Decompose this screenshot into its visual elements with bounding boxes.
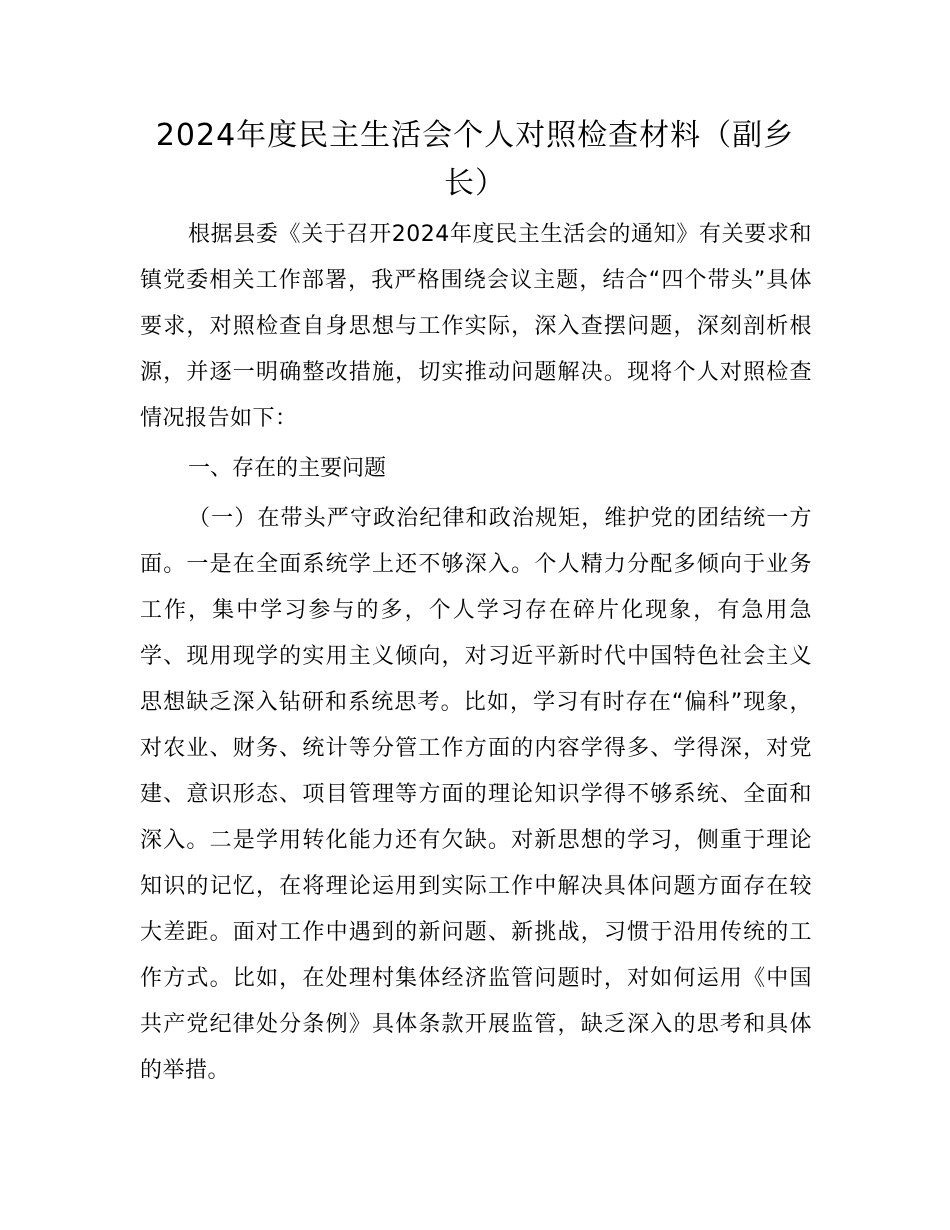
section-1-paragraph: （一）在带头严守政治纪律和政治规矩，维护党的团结统一方面。一是在全面系统学上还不够深入。个人精力分配多倾向于业务工作，集中学习参与的多，个人学习存在碎片化现象，有急用急学、现用现学的实用主义倾向，对习近平新时代中国特色社会主义思想缺乏深入钻研和系统思考。比如，学习有时存在“偏科”现象，对农业、财务、统计等分管工作方面的内容学得多、学得深，对党建、意识形态、项目管理等方面的理论知识学得不够系统、全面和深入。二是学用转化能力还有欠缺。对新思想的学习，侧重于理论知识的记忆，在将理论运用到实际工作中解决具体问题方面存在较大差距。面对工作中遇到的新问题、新挑战，习惯于沿用传统的工作方式。比如，在处理村集体经济监管问题时，对如何运用《中国共产党纪律处分条例》具体条款开展监管，缺乏深入的思考和具体的举措。 [140,506,812,1083]
document-title: 2024年度民主生活会个人对照检查材料（副乡长） [155,118,795,201]
document-body [140,212,812,1094]
intro-paragraph: 根据县委《关于召开2024年度民主生活会的通知》有关要求和镇党委相关工作部署，我严格围绕会议主题，结合“四个带头”具体要求，对照检查自身思想与工作实际，深入查摆问题，深刻剖析根源，并逐一明确整改措施，切实推动问题解决。现将个人对照检查情况报告如下： [140,222,812,431]
section-heading: 一、存在的主要问题 [188,456,387,481]
